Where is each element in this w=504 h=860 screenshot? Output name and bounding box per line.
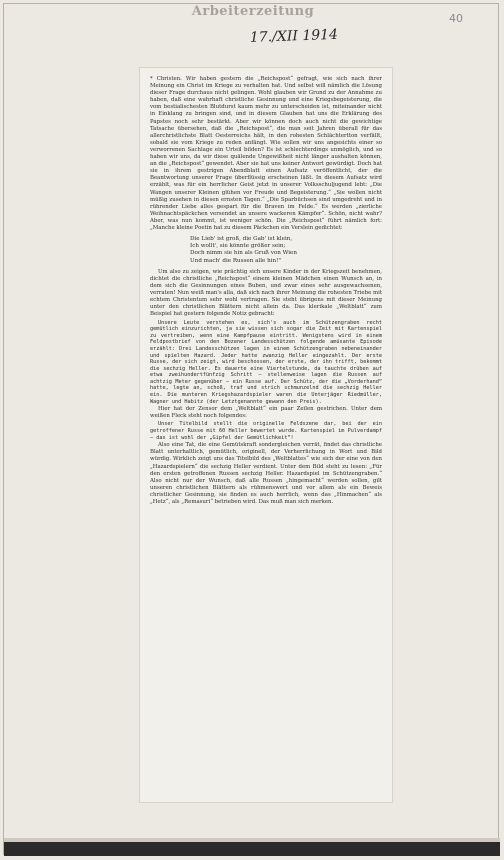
quoted-caption: Unser Titelbild stellt die originelle Feldszene dar, bei der ein getroffener Russe mit 60 Heller bewertet wurde. Kartenspiel im Pulverdampf — das ist wohl der „Gipfel der Gemütlichkeit“! (150, 421, 382, 441)
handwritten-date: 17./XII 1914 (249, 26, 339, 46)
article-paragraph: Um also zu zeigen, wie prächtig sich unsere Kinder in der Kriegszeit benehmen, dichtet die christliche „Reichspost“ einem kleinen Mädchen einen Wunsch an, in dem sich die Gesinnungen eines Buben, und zwar eines sehr ausgewachsenen, verraten! Nun weiß man's alla, daß sich nach ihrer Meinung die rohesten Triebe mit echtem Christentum sehr wohl vertragen. Sie steht übrigens mit dieser Meinung unter den christlichen Blättern nicht allein da. Das klerikale „Weltblatt“ zum Beispiel hat gestern folgende Notiz gebracht: (150, 268, 382, 318)
article-paragraph: Also eine Tat, die eine Gemütskraft sondergleichen verrät, findet das christliche Blatt unterhaltlich, gemütlich, originell, der Verherrlichung in Wort und Bild würdig. Wirklich zeigt uns das Titelbild des „Weltblattes“ wie sich der eine von den „Hazardspielern“ die sechzig Heller verdient. Unter dem Bild steht zu lesen: „Für den ersten getroffenen Russen sechzig Heller. Hazardspiel im Schützengraben.“ Also nicht nur der Wunsch, daß alle Russen „hingemacht“ werden sollen, gilt unseren christlichen Blättern als rühmenswert und vor allem als ein Beweis christlicher Gesinnung, sie finden es auch herrlich, wenn das „Hinmachen“ als „Hetz“, als „Remasuri“ betrieben wird. Das muß man sich merken. (150, 442, 382, 505)
page-number: 40 (449, 12, 463, 25)
verse-line: Und mach' die Russen alle hin!" (190, 257, 281, 264)
article-verse (190, 236, 382, 265)
article-body (150, 76, 382, 507)
verse-line: Die Lieb' ist groß, die Gab' ist klein, (190, 236, 293, 243)
newspaper-clipping (140, 68, 392, 802)
newspaper-name-stamp: Arbeiterzeitung (191, 4, 315, 19)
verse-line: Ich wollt', sie könnte größer sein; (190, 243, 286, 250)
quoted-notice: Unsere Leute verstehen es, sich's auch im Schützengraben recht gemütlich einzurichten, ja sie wissen sich sogar die Zeit mit Kartenspiel zu vertreiben, wenn eine Kampfpause eintritt. Wenigstens wird in einem Feldpostbrief von den Bozener Landesschützen folgende amüsante Episode erzählt: Drei Landesschützen lagen in einem Schützengraben nebeneinander und spielten Hazard. Jeder hatte zwanzig Heller eingezahlt. Der erste Russe, der sich zeigt, wird beschossen, der erste, der ihn trifft, bekommt die sechzig Heller. Es dauerte eine Viertelstunde, da tauchte drüben auf etwa zweihundertfünfzig Schritt — stellenweise lagen die Russen auf achtzig Meter gegenüber — ein Russe auf. Der Schütz, der die „Vorderhand“ hatte, legte an, schoß, traf und strich schmunzelnd die sechzig Heller ein. Die munteren Kriegshazardspieler waren die Unterjäger Riedmüller, Wagner und Habitz (der Letztgenannte gewann den Preis). (150, 319, 382, 405)
article-paragraph: * Christen. Wir haben gestern die „Reichspost“ gefragt, wie sich nach ihrer Meinung ein Christ im Kriege zu verhalten hat. Und selbst will nämlich die Lösung dieser Frage durchaus nicht gelingen. Wohl glauben wir Grund zu der Annahme zu haben, daß eine wahrhaft christliche Gesinnung und eine Kriegsbegeisterung, die vom bestialischesten Blutdurst kaum mehr zu unterscheiden ist, miteinander nicht in Einklang zu bringen sind, und in diesem Glauben hat uns die Erklärung des Papstes noch sehr bestärkt. Aber wir können doch auch nicht die gewichtige Tatsache übersehen, daß die „Reichspost“, die man seit Jahren überall für das allerchristlichste Blatt Oesterreichs hält, in den rohesten Schlächtertton verfällt, sobald sie vom Kriege zu reden anfängt. Wie sollen wir uns angesichts einer so verworrenen Sachlage ein Urteil bilden? Es ist schlechterdings unmöglich, und so haben wir uns, da wir diese quälende Ungewißheit nicht länger aushalten können, an die „Reichspost“ gewendet. Aber sie hat uns keiner Antwort gewürdigt. Doch hat sie in ihrem gestrigen Abendblatt einen Aufsatz veröffentlicht, der die Beantwortung unserer Frage überflüssig erscheinen läßt. In diesem Aufsatz wird erzählt, was für ein herrlicher Geist jetzt in unserer Volksschuljugend lebt: „Die Wangen unserer Kleinen glühen vor Freude und Begeisterung.“ „Sie wollen nicht müßig zusehen in diesen ernsten Tagen.“ „Die Sparbüchsen sind umgedreht und in rührender Liebe alles gespart für die Braven im Felde.“ Es werden „zierliche Weihnachtspäckchen versendet an unsere wackeren Kämpfer“. Schön, nicht wahr? Aber, was nun kommt, ist weniger schön. Die „Reichspost“ führt nämlich fort: „Manche kleine Poetin hat zu diesem Päckchen ein Verslein gedichtet: (150, 76, 382, 231)
article-paragraph: Hier hat der Zensor dem „Weltblatt“ ein paar Zeilen gestrichen. Unter dem weißen Fleck steht noch folgendes: (150, 406, 382, 420)
verse-line: Doch nimm sie hin als Gruß von Wien (190, 250, 297, 257)
scan-edge-dark (4, 842, 500, 856)
